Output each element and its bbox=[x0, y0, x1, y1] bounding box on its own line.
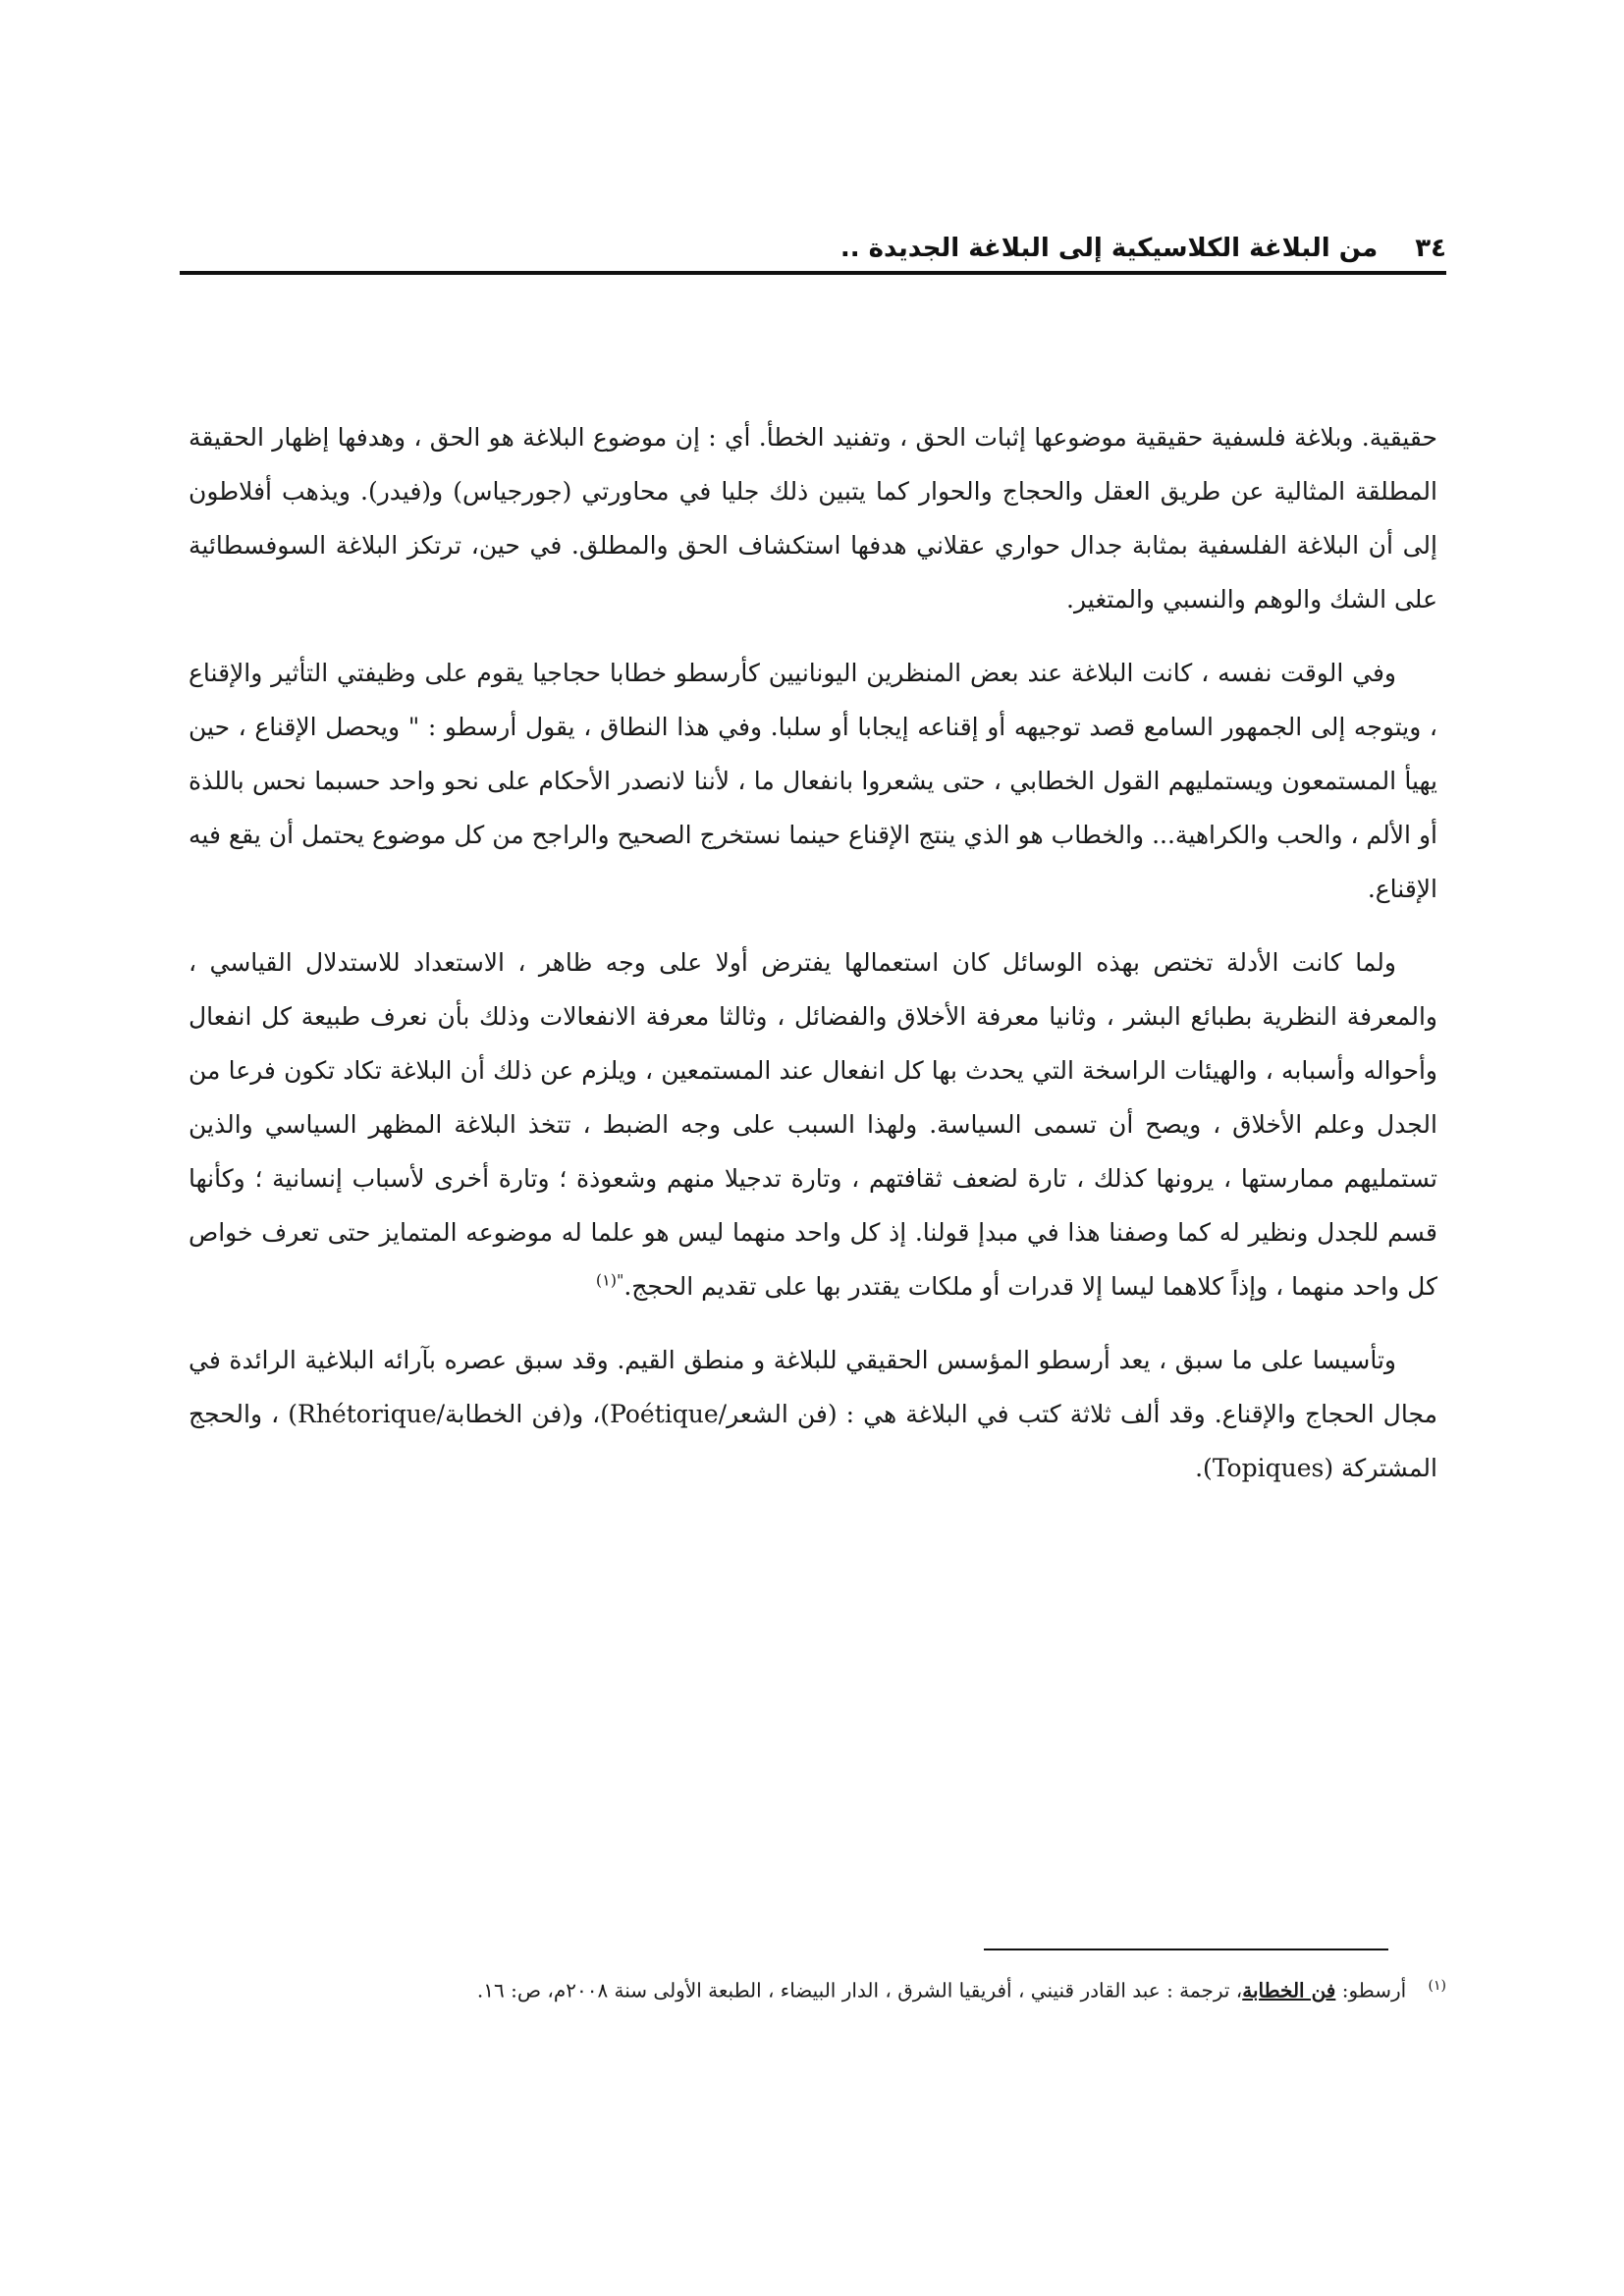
running-header bbox=[180, 204, 1446, 263]
term-topiques: Topiques bbox=[1212, 1454, 1325, 1482]
footnote-author: أرسطو: bbox=[1341, 1978, 1407, 2002]
term-poetique: Poétique bbox=[610, 1400, 719, 1428]
paragraph-1: حقيقية. وبلاغة فلسفية حقيقية موضوعها إثبات الحق ، وتفنيد الخطأ. أي : إن موضوع البلاغة هو الحق ، وهدفها إظهار الحقيقة المطلقة المثالية عن طريق العقل والحجاج والحوار كما يتبين ذلك جليا في محاورتي (جورجياس) و(فيدر). ويذهب أفلاطون إلى أن البلاغة الفلسفية بمثابة جدال حواري عقلاني هدفها استكشاف الحق والمطلق. في حين، ترتكز البلاغة السوفسطائية على الشك والوهم والنسبي والمتغير. bbox=[189, 423, 1437, 614]
body-text bbox=[189, 410, 1437, 1515]
page-number: ٣٤ bbox=[1415, 234, 1446, 263]
footnote-reference[interactable]: "(١) bbox=[595, 1270, 624, 1290]
paragraph-3 bbox=[189, 935, 1437, 1313]
paragraph-3-text: ولما كانت الأدلة تختص بهذه الوسائل كان استعمالها يفترض أولا على وجه ظاهر ، الاستعداد للاستدلال القياسي ، والمعرفة النظرية بطبائع البشر ، وثانيا معرفة الأخلاق والفضائل ، وثالثا معرفة الانفعالات وذلك بأن نعرف طبيعة كل انفعال وأحواله وأسبابه ، والهيئات الراسخة التي يحدث بها كل انفعال عند المستمعين ، ويلزم عن ذلك أن البلاغة تكاد تكون فرعا من الجدل وعلم الأخلاق ، ويصح أن تسمى السياسة. ولهذا السبب على وجه الضبط ، تتخذ البلاغة المظهر السياسي والذين تستمليهم ممارستها ، يرونها كذلك ، تارة لضعف ثقافتهم ، وتارة تدجيلا منهم وشعوذة ؛ وتارة أخرى لأسباب إنسانية ؛ وكأنها قسم للجدل ونظير له كما وصفنا هذا في مبدإ قولنا. إذ كل واحد منهما ليس هو علما له موضوعه المتمايز حتى تعرف خواص كل واحد منهما ، وإذاً كلاهما ليسا إلا قدرات أو ملكات يقتدر بها على تقديم الحجج. bbox=[189, 948, 1437, 1301]
footnote-book-title: فن الخطابة bbox=[1242, 1978, 1336, 2002]
paragraph-4 bbox=[189, 1333, 1437, 1495]
paragraph-4-text-d: ). bbox=[1195, 1454, 1213, 1482]
paragraph-4-text-c: ) ، والحجج المشتركة ( bbox=[189, 1400, 1437, 1482]
footnote-marker: (١) bbox=[1428, 1978, 1446, 1994]
paragraph-4-text-a: وتأسيسا على ما سبق ، يعد أرسطو المؤسس الحقيقي للبلاغة و منطق القيم. وقد سبق عصره بآرائه البلاغية الرائدة في مجال الحجاج والإقناع. وقد ألف ثلاثة كتب في البلاغة هي : (فن الشعر/ bbox=[189, 1346, 1437, 1428]
footnote-rule bbox=[984, 1949, 1388, 1950]
paragraph-2: وفي الوقت نفسه ، كانت البلاغة عند بعض المنظرين اليونانيين كأرسطو خطابا حجاجيا يقوم على وظيفتي التأثير والإقناع ، ويتوجه إلى الجمهور السامع قصد توجيهه أو إقناعه إيجابا أو سلبا. وفي هذا النطاق ، يقول أرسطو : " ويحصل الإقناع ، حين يهيأ المستمعون ويستمليهم القول الخطابي ، حتى يشعروا بانفعال ما ، لأننا لانصدر الأحكام على نحو واحد حسبما نحس باللذة أو الألم ، والحب والكراهية... والخطاب هو الذي ينتج الإقناع حينما نستخرج الصحيح والراجح من كل موضوع يحتمل أن يقع فيه الإقناع. bbox=[189, 659, 1437, 903]
footnote-details: ، ترجمة : عبد القادر قنيني ، أفريقيا الشرق ، الدار البيضاء ، الطبعة الأولى سنة ٢٠٠٨م، ص: ١٦. bbox=[476, 1978, 1243, 2002]
running-title: من البلاغة الكلاسيكية إلى البلاغة الجديدة .. bbox=[839, 234, 1379, 263]
footnote bbox=[180, 1969, 1446, 2007]
term-rhetorique: Rhétorique bbox=[298, 1400, 437, 1428]
header-rule bbox=[180, 271, 1446, 275]
paragraph-4-text-b: )، و(فن الخطابة/ bbox=[436, 1400, 611, 1428]
